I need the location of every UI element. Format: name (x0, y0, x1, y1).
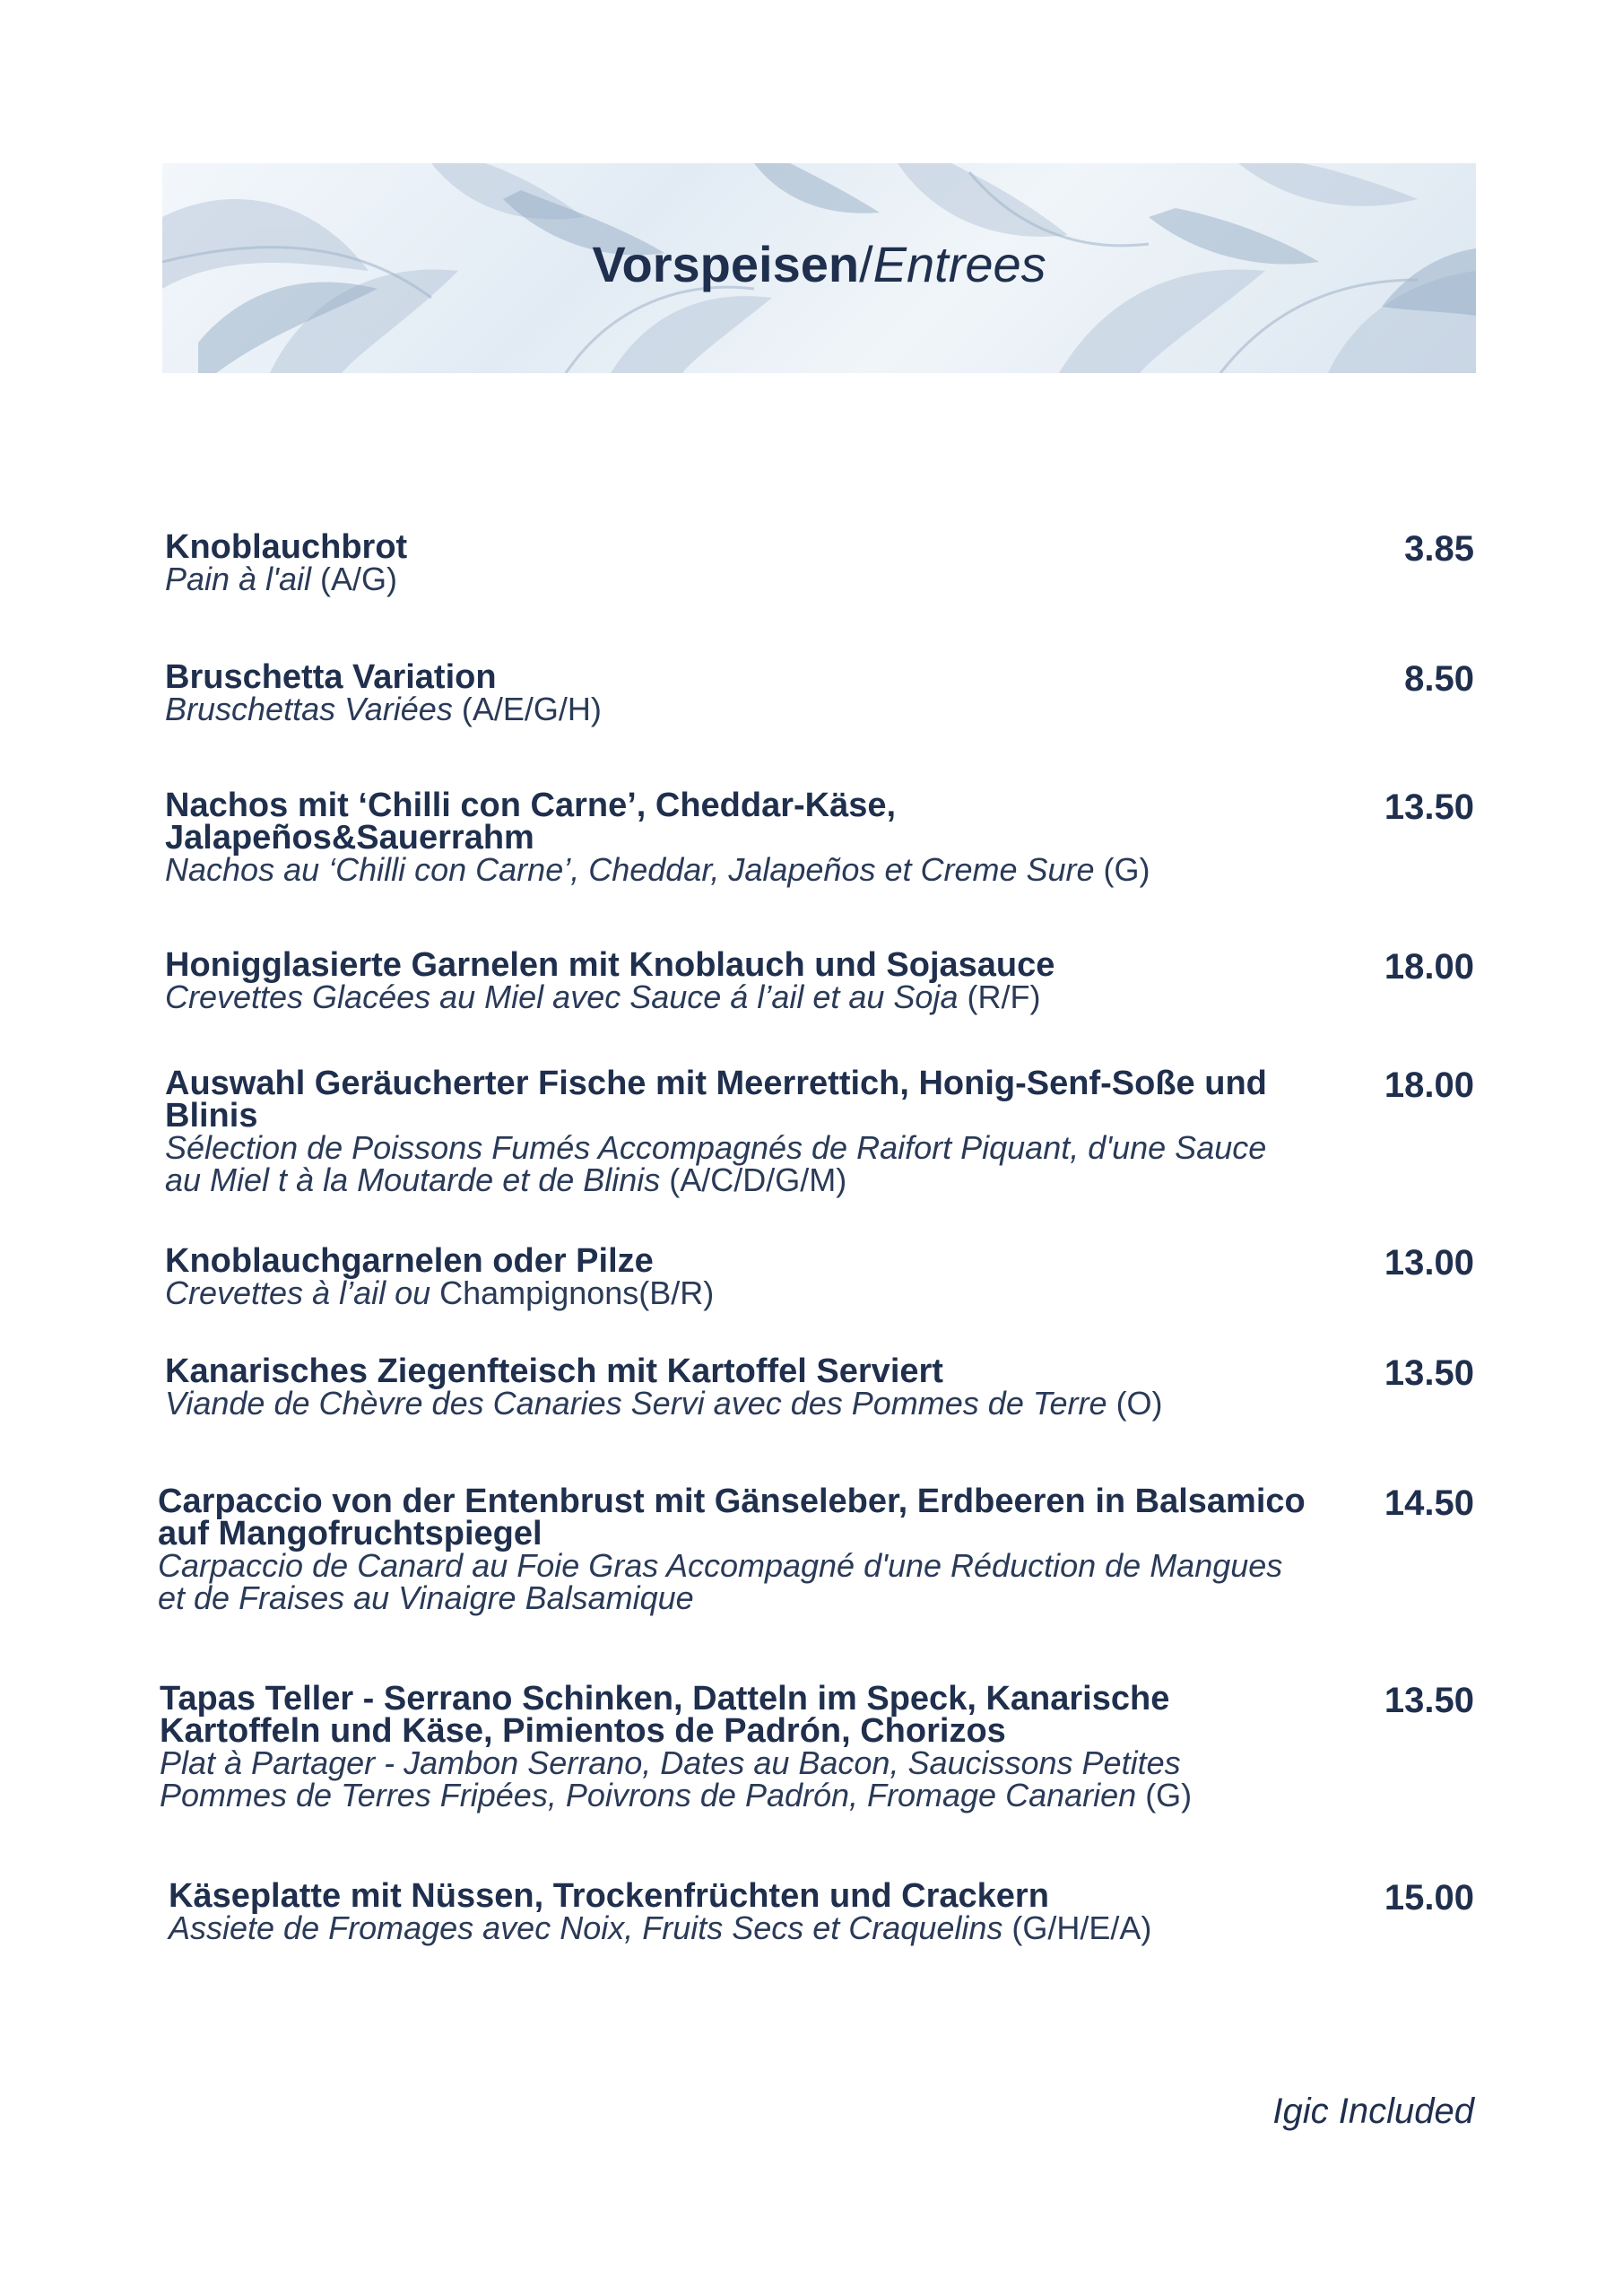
menu-item-name: Carpaccio von der Entenbrust mit Gänseleber, Erdbeeren in Balsamico auf Mangofruchtspiegel (158, 1483, 1306, 1552)
menu-item-description-text: Carpaccio de Canard au Foie Gras Accompagné d'une Réduction de Mangues et de Fraises au Vinaigre Balsamique (158, 1547, 1283, 1616)
menu-item-name: Honigglasierte Garnelen mit Knoblauch und Sojasauce (165, 946, 1055, 984)
menu-item-name: Knoblauchbrot (165, 528, 408, 566)
menu-item-description-text: Viande de Chèvre des Canaries Servi avec des Pommes de Terre (165, 1385, 1107, 1422)
menu-item-allergens: (R/F) (958, 978, 1041, 1015)
menu-item-price: 13.00 (1384, 1243, 1474, 1283)
menu-item-description (165, 1387, 1313, 1420)
page-title (162, 233, 1476, 296)
menu-item-description-text: Nachos au ‘Chilli con Carne’, Cheddar, Jalapeños et Creme Sure (165, 851, 1095, 888)
menu-item-description-text: Sélection de Poissons Fumés Accompagnés de Raifort Piquant, d'une Sauce au Miel t à la Moutarde et de Blinis (165, 1129, 1267, 1198)
menu-item-name: Tapas Teller - Serrano Schinken, Datteln im Speck, Kanarische Kartoffeln und Käse, Pimientos de Padrón, Chorizos (160, 1680, 1170, 1750)
page-title-sub: Entrees (872, 236, 1046, 292)
menu-item-allergens: (A/G) (310, 561, 397, 597)
menu-item-allergens: (A/E/G/H) (452, 691, 602, 727)
menu-item-price: 13.50 (1384, 1681, 1474, 1720)
menu-item (165, 528, 1474, 597)
menu-item-name: Bruschetta Variation (165, 658, 497, 696)
menu-item (165, 1242, 1474, 1311)
menu-item-price: 3.85 (1404, 529, 1474, 569)
menu-item-description-text: Bruschettas Variées (165, 691, 453, 727)
menu-item-description-text: Crevettes Glacées au Miel avec Sauce á l’ail et au Soja (165, 978, 959, 1015)
menu-item-description (165, 1129, 1295, 1198)
menu-item (165, 1352, 1474, 1422)
menu-item-price: 18.00 (1384, 1065, 1474, 1105)
menu-item-name: Kanarisches Ziegenfteisch mit Kartoffel Serviert (165, 1352, 943, 1390)
menu-item-allergens: (G/H/E/A) (1002, 1909, 1152, 1946)
menu-item (160, 1680, 1474, 1813)
menu-item (169, 1877, 1474, 1946)
menu-item-description (165, 978, 1313, 1015)
menu-item-name: Nachos mit ‘Chilli con Carne’, Cheddar-Käse, Jalapeños&Sauerrahm (165, 787, 897, 857)
menu-item-description-text: Assiete de Fromages avec Noix, Fruits Secs et Craquelins (169, 1909, 1003, 1946)
menu-item-price: 14.50 (1384, 1483, 1474, 1523)
menu-item-allergens: (A/C/D/G/M) (660, 1161, 847, 1198)
menu-item (158, 1485, 1474, 1614)
tax-note: Igic Included (1272, 2092, 1474, 2131)
menu-item-allergens: (G) (1136, 1777, 1193, 1813)
menu-item-description (158, 1547, 1306, 1616)
menu-item-allergens: (G) (1094, 851, 1150, 888)
menu-item (165, 1067, 1474, 1196)
page-title-main: Vorspeisen (592, 236, 860, 292)
menu-item-description-text: Pain à l'ail (165, 561, 311, 597)
menu-item-description (165, 851, 1313, 888)
menu-item (165, 946, 1474, 1015)
menu-item (165, 789, 1474, 886)
page-title-separator: / (859, 236, 873, 292)
menu-item-description (165, 563, 1313, 596)
menu-item-price: 8.50 (1404, 659, 1474, 699)
menu-item-price: 13.50 (1384, 1353, 1474, 1393)
menu-item-description (160, 1744, 1307, 1813)
menu-item-allergens: (O) (1107, 1385, 1163, 1422)
menu-item-price: 15.00 (1384, 1878, 1474, 1918)
menu-item (165, 658, 1474, 727)
menu-item-description (165, 693, 1313, 726)
header-banner (162, 163, 1476, 373)
menu-item-name: Käseplatte mit Nüssen, Trockenfrüchten und Crackern (169, 1877, 1049, 1915)
menu-item-description-text: Crevettes à l’ail ou (165, 1274, 431, 1311)
menu-item-price: 13.50 (1384, 787, 1474, 827)
menu-item-description (165, 1274, 1313, 1311)
menu-item-description-text: Plat à Partager - Jambon Serrano, Dates au Bacon, Saucissons Petites Pommes de Terres Fripées, Poivrons de Padrón, Fromage Canarien (160, 1744, 1181, 1813)
menu-item-name: Auswahl Geräucherter Fische mit Meerrettich, Honig-Senf-Soße und Blinis (165, 1065, 1267, 1135)
menu-item-price: 18.00 (1384, 947, 1474, 987)
menu-item-description (169, 1909, 1316, 1946)
menu-item-allergens: (B/R) (638, 1274, 715, 1311)
menu-item-description-plain: Champignons (430, 1274, 639, 1311)
menu-item-name: Knoblauchgarnelen oder Pilze (165, 1242, 654, 1280)
